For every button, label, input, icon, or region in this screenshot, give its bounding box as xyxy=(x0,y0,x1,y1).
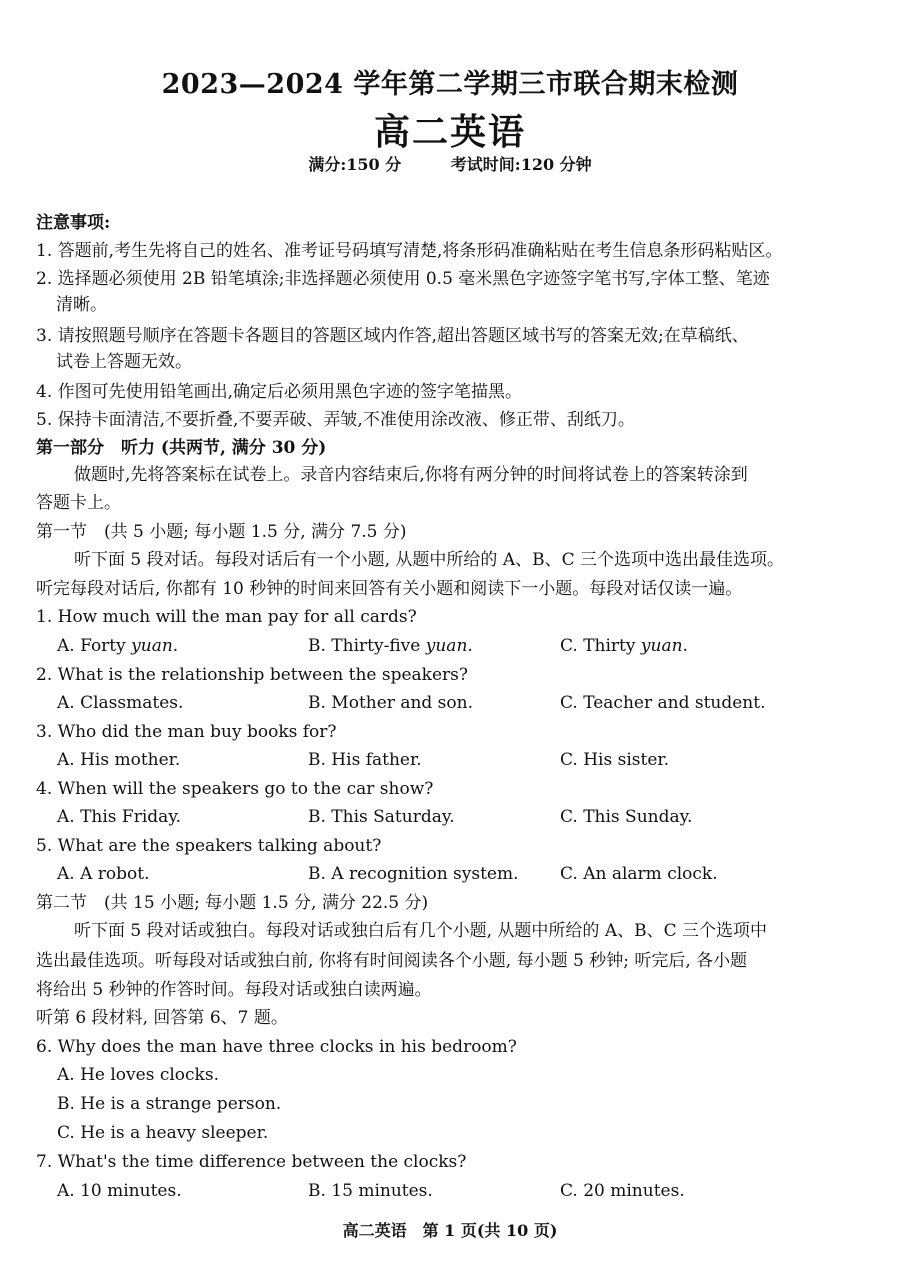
section1-intro-1: 听下面 5 段对话。每段对话后有一个小题, 从题中所给的 A、B、C 三个选项中选出最佳选项。 xyxy=(74,550,785,570)
q4-option-a: A. This Friday. xyxy=(57,807,182,827)
part1-intro-1: 做题时,先将答案标在试卷上。录音内容结束后,你将有两分钟的时间将试卷上的答案转涂到 xyxy=(74,465,748,485)
note-item-3-cont: 试卷上答题无效。 xyxy=(56,352,192,372)
q1-option-c: C. Thirty yuan. xyxy=(560,636,688,656)
exam-meta xyxy=(0,152,900,175)
q6-option-c: C. He is a heavy sleeper. xyxy=(57,1123,269,1143)
exam-subject: 高二英语 xyxy=(373,111,526,153)
material-6-note: 听第 6 段材料, 回答第 6、7 题。 xyxy=(36,1008,288,1028)
q6-option-b: B. He is a strange person. xyxy=(57,1094,282,1114)
section2-intro-1: 听下面 5 段对话或独白。每段对话或独白后有几个小题, 从题中所给的 A、B、C 三个选项中 xyxy=(74,921,768,941)
section2-intro-2: 选出最佳选项。听每段对话或独白前, 你将有时间阅读各个小题, 每小题 5 秒钟; 听完后, 各小题 xyxy=(36,951,748,971)
section2-intro-3: 将给出 5 秒钟的作答时间。每段对话或独白读两遍。 xyxy=(36,980,432,1000)
question-5: 5. What are the speakers talking about? xyxy=(36,836,382,856)
note-item-1: 1. 答题前,考生先将自己的姓名、准考证号码填写清楚,将条形码准确粘贴在考生信息条形码粘贴区。 xyxy=(36,241,783,261)
note-item-4: 4. 作图可先使用铅笔画出,确定后必须用黑色字迹的签字笔描黑。 xyxy=(36,382,523,402)
section2-heading: 第二节 (共 15 小题; 每小题 1.5 分, 满分 22.5 分) xyxy=(36,893,429,913)
q7-option-a: A. 10 minutes. xyxy=(57,1181,182,1201)
question-7: 7. What's the time difference between the clocks? xyxy=(36,1152,467,1172)
note-item-2: 2. 选择题必须使用 2B 铅笔填涂;非选择题必须使用 0.5 毫米黑色字迹签字笔书写,字体工整、笔迹 xyxy=(36,269,770,289)
note-item-2-cont: 清晰。 xyxy=(56,295,107,315)
q2-option-c: C. Teacher and student. xyxy=(560,693,766,713)
full-score: 满分:150 分 xyxy=(308,155,402,174)
q2-option-b: B. Mother and son. xyxy=(308,693,473,713)
question-4: 4. When will the speakers go to the car show? xyxy=(36,779,434,799)
question-3: 3. Who did the man buy books for? xyxy=(36,722,337,742)
q6-option-a: A. He loves clocks. xyxy=(57,1065,219,1085)
q4-option-b: B. This Saturday. xyxy=(308,807,455,827)
q4-option-c: C. This Sunday. xyxy=(560,807,693,827)
question-2: 2. What is the relationship between the speakers? xyxy=(36,665,469,685)
note-item-3: 3. 请按照题号顺序在答题卡各题目的答题区域内作答,超出答题区域书写的答案无效;在草稿纸、 xyxy=(36,326,749,346)
q5-option-a: A. A robot. xyxy=(57,864,150,884)
q1-option-a: A. Forty yuan. xyxy=(57,636,179,656)
part1-heading: 第一部分 听力 (共两节, 满分 30 分) xyxy=(36,438,327,458)
question-1: 1. How much will the man pay for all cards? xyxy=(36,607,417,627)
exam-time: 考试时间:120 分钟 xyxy=(450,155,592,174)
notes-heading: 注意事项: xyxy=(36,213,111,233)
page-footer: 高二英语 第 1 页(共 10 页) xyxy=(342,1221,558,1240)
q7-option-c: C. 20 minutes. xyxy=(560,1181,685,1201)
q5-option-b: B. A recognition system. xyxy=(308,864,519,884)
q3-option-c: C. His sister. xyxy=(560,750,670,770)
q5-option-c: C. An alarm clock. xyxy=(560,864,718,884)
q7-option-b: B. 15 minutes. xyxy=(308,1181,433,1201)
q3-option-a: A. His mother. xyxy=(57,750,181,770)
exam-title: 2023—2024 学年第二学期三市联合期末检测 xyxy=(161,69,739,100)
section1-intro-2: 听完每段对话后, 你都有 10 秒钟的时间来回答有关小题和阅读下一小题。每段对话仅读一遍。 xyxy=(36,579,743,599)
section1-heading: 第一节 (共 5 小题; 每小题 1.5 分, 满分 7.5 分) xyxy=(36,522,407,542)
q2-option-a: A. Classmates. xyxy=(57,693,184,713)
question-6: 6. Why does the man have three clocks in his bedroom? xyxy=(36,1037,517,1057)
note-item-5: 5. 保持卡面清洁,不要折叠,不要弄破、弄皱,不准使用涂改液、修正带、刮纸刀。 xyxy=(36,410,635,430)
q1-option-b: B. Thirty-five yuan. xyxy=(308,636,473,656)
q3-option-b: B. His father. xyxy=(308,750,422,770)
part1-intro-2: 答题卡上。 xyxy=(36,493,121,513)
